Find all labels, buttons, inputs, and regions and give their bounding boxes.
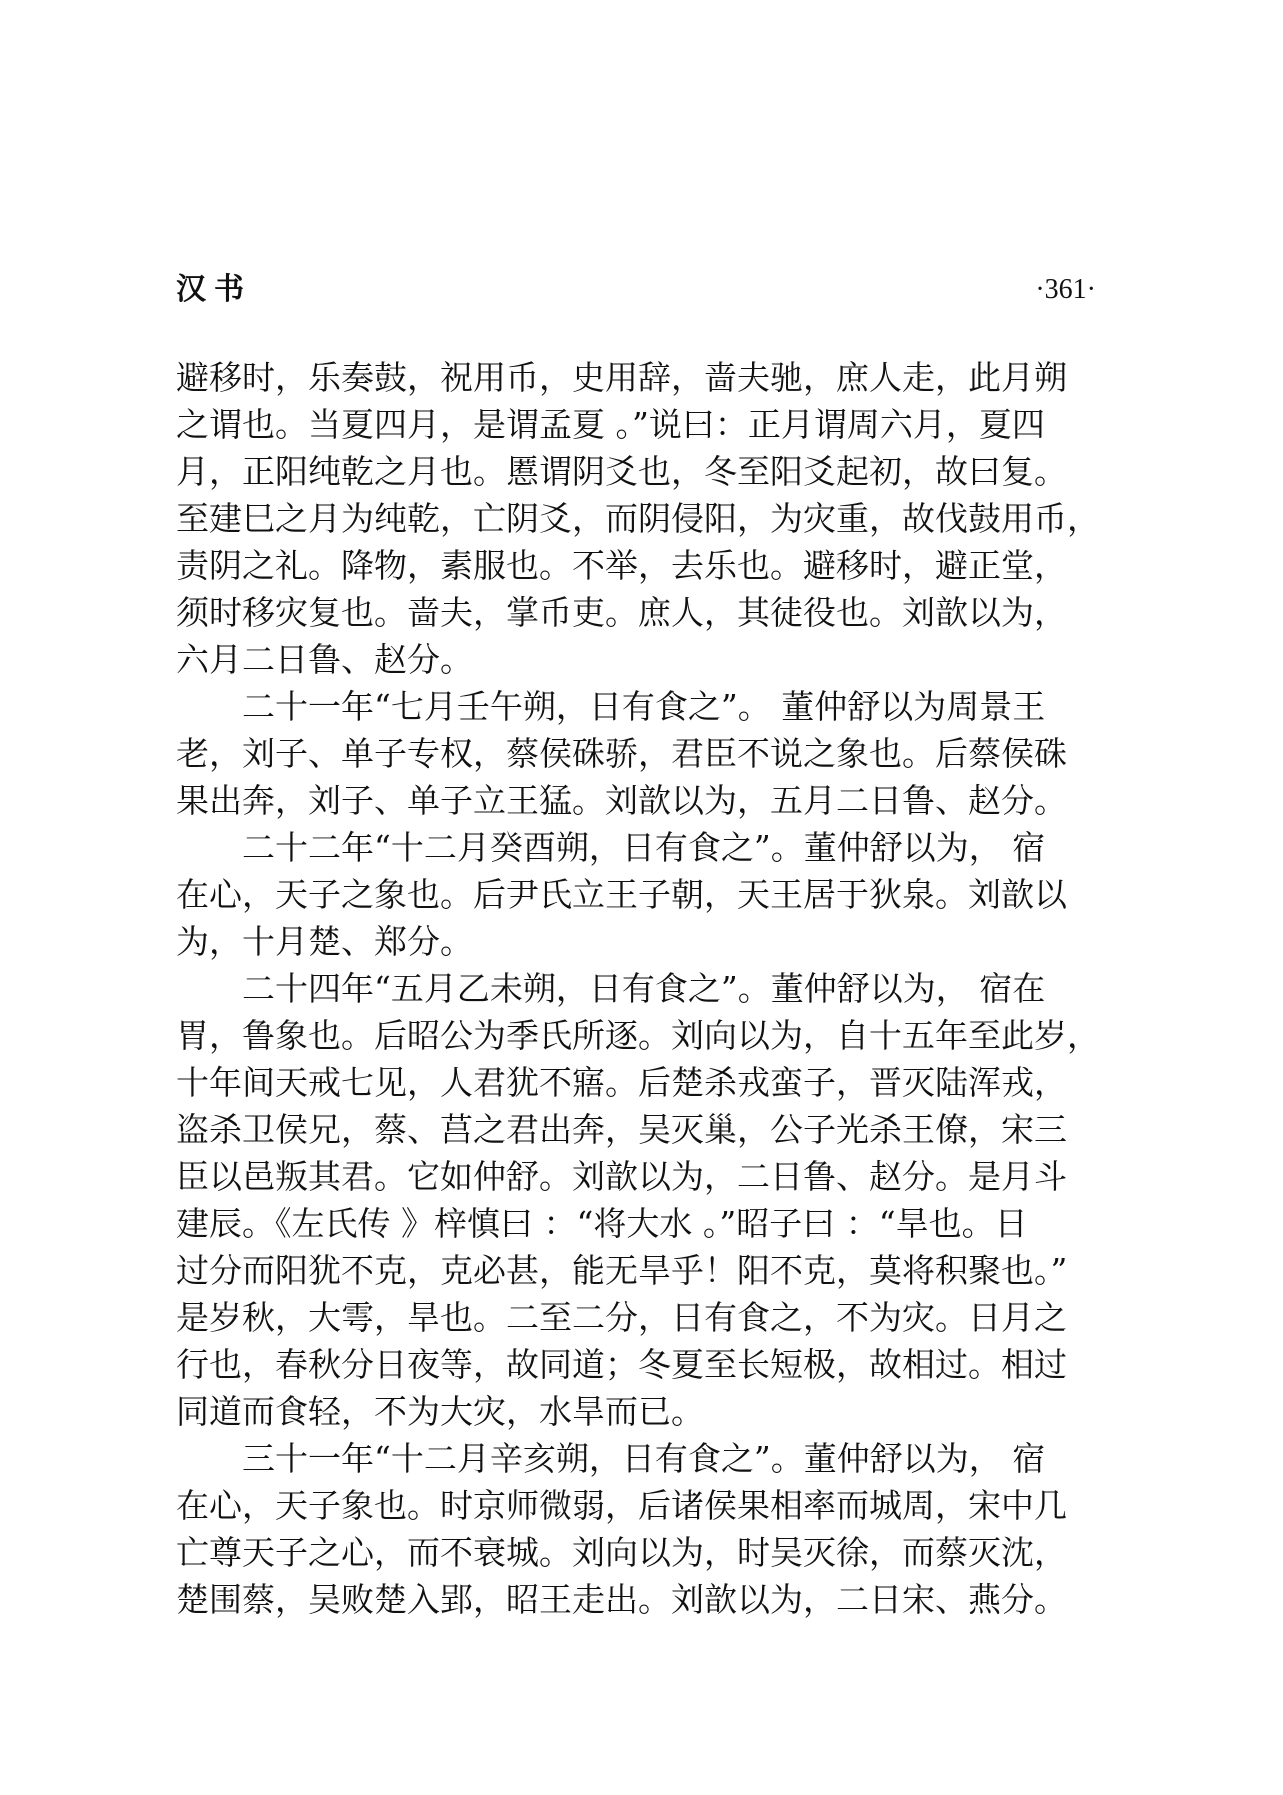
- text-line: 行也，春秋分日夜等，故同道；冬夏至长短极，故相过。相过: [176, 1345, 1067, 1384]
- text-line: 须时移灾复也。啬夫，掌币吏。庶人，其徒役也。刘歆以为，: [176, 593, 1067, 632]
- text-line: 臣以邑叛其君。它如仲舒。刘歆以为，二日鲁、赵分。是月斗: [176, 1157, 1067, 1196]
- text-line: 二十四年“五月乙未朔，日有食之”。董仲舒以为， 宿在: [242, 969, 1046, 1008]
- text-line: 十年间天戒七见，人君犹不寤。后楚杀戎蛮子，晋灭陆浑戎，: [176, 1063, 1067, 1102]
- text-line: 在心，天子之象也。后尹氏立王子朝，天王居于狄泉。刘歆以: [176, 875, 1067, 914]
- text-line: 责阴之礼。降物，素服也。不举，去乐也。避移时，避正堂，: [176, 546, 1067, 585]
- text-line: 楚围蔡，吴败楚入郢，昭王走出。刘歆以为，二日宋、燕分。: [176, 1580, 1067, 1619]
- text-line: 月，正阳纯乾之月也。慝谓阴爻也，冬至阳爻起初，故曰复。: [176, 452, 1067, 491]
- text-line: 二十一年“七月壬午朔，日有食之”。 董仲舒以为周景王: [242, 687, 1046, 726]
- body-text: [176, 354, 1100, 1623]
- text-line: 六月二日鲁、赵分。: [176, 640, 473, 679]
- text-line: 果出奔，刘子、单子立王猛。刘歆以为，五月二日鲁、赵分。: [176, 781, 1067, 820]
- text-line: 之谓也。当夏四月，是谓孟夏 。”说曰：正月谓周六月，夏四: [176, 405, 1045, 444]
- text-line: 同道而食轻，不为大灾，水旱而已。: [176, 1392, 704, 1431]
- page-header: [176, 270, 1096, 310]
- text-line: 二十二年“十二月癸酉朔，日有食之”。董仲舒以为， 宿: [242, 828, 1046, 867]
- text-line: 亡尊天子之心，而不衰城。刘向以为，时吴灭徐，而蔡灭沈，: [176, 1533, 1067, 1572]
- text-line: 至建巳之月为纯乾，亡阴爻，而阴侵阳，为灾重，故伐鼓用币，: [176, 499, 1100, 538]
- book-title: 汉书: [176, 272, 252, 307]
- text-line: 在心，天子象也。时京师微弱，后诸侯果相率而城周，宋中几: [176, 1486, 1067, 1525]
- page-number: ·361·: [1035, 274, 1096, 305]
- text-line: 三十一年“十二月辛亥朔，日有食之”。董仲舒以为， 宿: [242, 1439, 1046, 1478]
- text-line: 胃，鲁象也。后昭公为季氏所逐。刘向以为，自十五年至此岁，: [176, 1016, 1100, 1055]
- text-line: 为，十月楚、郑分。: [176, 922, 473, 961]
- text-line: 过分而阳犹不克，克必甚，能无旱乎！阳不克，莫将积聚也。”: [176, 1251, 1068, 1290]
- text-line: 盗杀卫侯兄，蔡、莒之君出奔，吴灭巢，公子光杀王僚，宋三: [176, 1110, 1067, 1149]
- text-line: 是岁秋，大雩，旱也。二至二分，日有食之，不为灾。日月之: [176, 1298, 1067, 1337]
- text-line: 建辰。《左氏传 》梓慎曰 ：“将大水 。”昭子曰 ：“旱也。日: [176, 1204, 1028, 1243]
- text-line: 老，刘子、单子专权，蔡侯硃骄，君臣不说之象也。后蔡侯硃: [176, 734, 1067, 773]
- text-line: 避移时，乐奏鼓，祝用币，史用辞，啬夫驰，庶人走，此月朔: [176, 358, 1067, 397]
